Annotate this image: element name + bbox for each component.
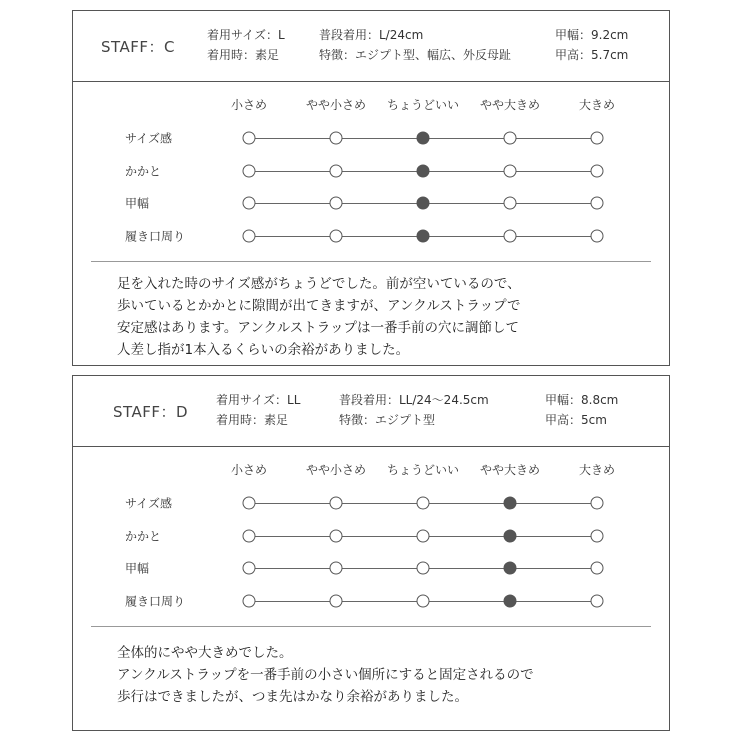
instep-width: 甲幅：9.2cm — [555, 28, 629, 42]
divider — [91, 626, 651, 627]
comment-line: 歩いているとかかとに隙間が出てきますが、アンクルストラップで — [117, 298, 521, 314]
staff-header — [73, 11, 669, 82]
instep-height: 甲高：5.7cm — [555, 48, 629, 62]
rating-dot — [243, 165, 256, 178]
scale-column-label: 大きめ — [578, 463, 616, 477]
selected-rating-dot — [504, 595, 517, 608]
staff-card-d — [72, 375, 670, 731]
rating-dot — [591, 230, 604, 243]
comment-line: 安定感はあります。アンクルストラップは一番手前の穴に調節して — [117, 320, 520, 336]
rating-dot — [591, 165, 604, 178]
scale-row-label: サイズ感 — [125, 496, 173, 511]
comment-line: アンクルストラップを一番手前の小さい個所にすると固定されるので — [117, 667, 534, 683]
selected-rating-dot — [504, 497, 517, 510]
selected-rating-dot — [504, 530, 517, 543]
scale-column-label: 大きめ — [578, 98, 616, 112]
rating-dot — [330, 230, 343, 243]
rating-dot — [417, 595, 430, 608]
scale-column-label: やや大きめ — [479, 463, 541, 477]
instep-width: 甲幅：8.8cm — [545, 393, 619, 407]
scale-row-label: 甲幅 — [125, 561, 150, 576]
foot-features: 特徴：エジプト型、幅広、外反母趾 — [319, 48, 512, 62]
scale-column-label: やや小さめ — [305, 98, 367, 112]
comment-line: 歩行はできましたが、つま先はかなり余裕がありました。 — [117, 689, 468, 705]
staff-header — [73, 376, 669, 447]
scale-column-label: ちょうどいい — [386, 98, 460, 112]
scale-column-label: やや小さめ — [305, 463, 367, 477]
rating-dot — [504, 230, 517, 243]
fit-scale — [73, 82, 669, 262]
selected-rating-dot — [417, 230, 430, 243]
instep-height: 甲高：5cm — [545, 413, 607, 427]
selected-rating-dot — [417, 197, 430, 210]
comment-line: 全体的にやや大きめでした。 — [117, 645, 293, 661]
scale-row-label: サイズ感 — [125, 131, 173, 146]
scale-row-label: かかと — [125, 529, 162, 544]
foot-features: 特徴：エジプト型 — [339, 413, 436, 427]
fit-scale — [73, 447, 669, 627]
selected-rating-dot — [417, 165, 430, 178]
size-worn: 着用サイズ：LL — [216, 393, 301, 407]
staff-name: STAFF：D — [113, 403, 189, 421]
rating-dot — [591, 132, 604, 145]
rating-dot — [504, 197, 517, 210]
rating-dot — [330, 497, 343, 510]
rating-dot — [417, 530, 430, 543]
rating-dot — [330, 562, 343, 575]
worn-with: 着用時：素足 — [216, 413, 289, 427]
staff-name: STAFF：C — [101, 38, 176, 56]
rating-dot — [417, 497, 430, 510]
comment-line: 足を入れた時のサイズ感がちょうどでした。前が空いているので、 — [117, 276, 521, 292]
usual-size: 普段着用：L/24cm — [319, 28, 424, 42]
rating-dot — [330, 530, 343, 543]
rating-dot — [504, 132, 517, 145]
rating-dot — [243, 595, 256, 608]
rating-dot — [591, 197, 604, 210]
scale-row-label: 履き口周り — [125, 594, 186, 609]
comment-line: 人差し指が1本入るくらいの余裕がありました。 — [117, 342, 410, 358]
staff-card-c — [72, 10, 670, 366]
rating-dot — [417, 562, 430, 575]
worn-with: 着用時：素足 — [207, 48, 280, 62]
scale-column-label: 小さめ — [230, 98, 268, 112]
selected-rating-dot — [417, 132, 430, 145]
scale-column-label: 小さめ — [230, 463, 268, 477]
rating-dot — [243, 530, 256, 543]
size-worn: 着用サイズ：L — [207, 28, 285, 42]
scale-column-label: やや大きめ — [479, 98, 541, 112]
rating-dot — [330, 132, 343, 145]
divider — [91, 261, 651, 262]
selected-rating-dot — [504, 562, 517, 575]
staff-comment — [117, 273, 521, 361]
rating-dot — [243, 132, 256, 145]
rating-dot — [591, 497, 604, 510]
staff-comment — [117, 642, 534, 708]
rating-dot — [243, 497, 256, 510]
rating-dot — [243, 230, 256, 243]
rating-dot — [330, 595, 343, 608]
rating-dot — [243, 562, 256, 575]
rating-dot — [330, 197, 343, 210]
usual-size: 普段着用：LL/24〜24.5cm — [339, 393, 489, 407]
scale-row-label: かかと — [125, 164, 162, 179]
scale-row-label: 甲幅 — [125, 196, 150, 211]
rating-dot — [591, 595, 604, 608]
rating-dot — [243, 197, 256, 210]
scale-row-label: 履き口周り — [125, 229, 186, 244]
rating-dot — [591, 530, 604, 543]
rating-dot — [591, 562, 604, 575]
scale-column-label: ちょうどいい — [386, 463, 460, 477]
rating-dot — [504, 165, 517, 178]
rating-dot — [330, 165, 343, 178]
